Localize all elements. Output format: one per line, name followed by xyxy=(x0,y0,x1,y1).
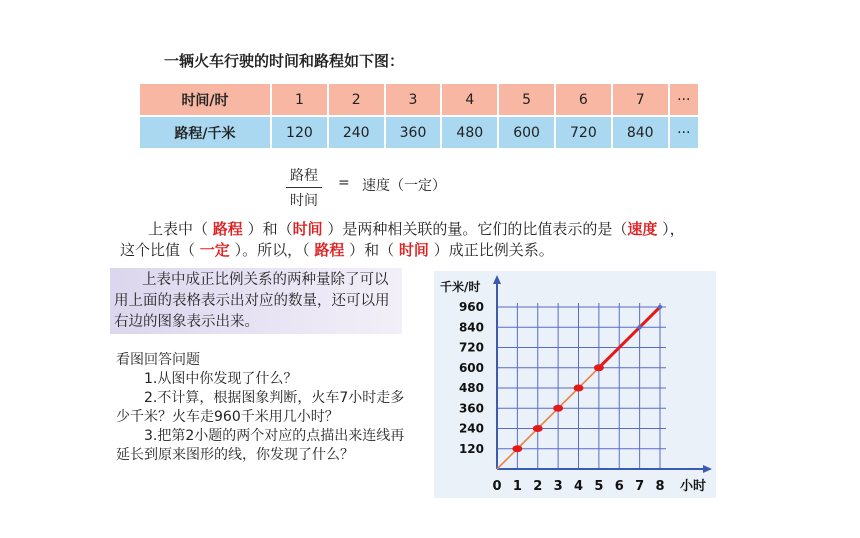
y-tick-label: 720 xyxy=(458,340,484,355)
questions xyxy=(116,351,406,465)
formula-result: 速度（一定） xyxy=(362,178,446,194)
y-tick-label: 600 xyxy=(458,360,484,375)
x-tick-label: 1 xyxy=(512,479,522,494)
data-point xyxy=(512,445,522,452)
table-cell: ··· xyxy=(669,83,699,116)
text: ）成正比例关系。 xyxy=(428,241,554,259)
table-cell: 5 xyxy=(498,83,555,116)
table-cell: 3 xyxy=(385,83,442,116)
answer-text: 一定 xyxy=(199,241,230,259)
table-cell: 路程/千米 xyxy=(139,116,271,149)
text: ）和（ xyxy=(344,241,399,259)
x-tick-label: 4 xyxy=(573,479,584,494)
table-cell: 时间/时 xyxy=(139,83,271,116)
question-1: 1.从图中你发现了什么？ xyxy=(144,371,298,387)
x-tick-label: 3 xyxy=(553,479,563,494)
data-point xyxy=(533,425,543,432)
formula-denominator: 时间 xyxy=(290,193,318,209)
text: ）是两种相关联的量。它们的比值表示的是（ xyxy=(322,220,628,238)
table-cell: 840 xyxy=(612,116,669,149)
y-tick-label: 240 xyxy=(458,421,484,436)
distance-time-chart xyxy=(434,271,716,498)
table-cell: ··· xyxy=(669,116,699,149)
text: 上表中（ xyxy=(148,220,213,238)
answer-text: 路程 xyxy=(314,241,345,259)
question-2 xyxy=(116,389,406,427)
x-tick-label: 6 xyxy=(614,479,624,494)
questions-heading: 看图回答问题 xyxy=(116,352,200,368)
x-tick-label: 5 xyxy=(594,479,604,494)
page-title: 一辆火车行驶的时间和路程如下图： xyxy=(164,52,405,70)
table-cell: 1 xyxy=(271,83,328,116)
x-tick-label: 2 xyxy=(533,479,543,494)
text: ）， xyxy=(657,220,685,238)
note-text: 上表中成正比例关系的两种量除了可以用上面的表格表示出对应的数量，还可以用右边的图象表示出来。 xyxy=(114,272,390,330)
formula-equals: = xyxy=(338,175,350,191)
table-cell: 120 xyxy=(271,116,328,149)
table-cell: 4 xyxy=(441,83,498,116)
table-cell: 600 xyxy=(498,116,555,149)
x-tick-label: 8 xyxy=(655,479,665,494)
data-point xyxy=(574,385,584,392)
question-3-text: 3.把第2小题的两个对应的点描出来连线再延长到原来图形的线，你发现了什么？ xyxy=(116,428,405,463)
x-tick-label: 0 xyxy=(492,479,502,494)
y-tick-label: 840 xyxy=(458,320,484,335)
table-cell: 6 xyxy=(555,83,612,116)
y-tick-label: 960 xyxy=(458,300,484,314)
answer-text: 时间 xyxy=(398,241,429,259)
data-point-small xyxy=(658,305,662,309)
table-cell: 360 xyxy=(385,116,442,149)
text: ）和（ xyxy=(242,220,293,238)
x-tick-label: 7 xyxy=(635,479,645,494)
table-cell: 720 xyxy=(555,116,612,149)
y-axis-label: 千米/时 xyxy=(440,280,481,294)
explanation-paragraph xyxy=(120,219,760,261)
data-point xyxy=(553,405,563,412)
table-cell: 7 xyxy=(612,83,669,116)
table-cell: 2 xyxy=(328,83,385,116)
y-tick-label: 360 xyxy=(458,401,484,416)
table-row-time xyxy=(139,83,699,116)
data-point-small xyxy=(637,325,641,329)
note-box xyxy=(110,268,402,334)
answer-text: 路程 xyxy=(212,220,243,238)
text: 这个比值（ xyxy=(120,241,200,259)
formula-numerator: 路程 xyxy=(286,165,322,188)
question-3 xyxy=(116,427,406,465)
table-cell: 240 xyxy=(328,116,385,149)
y-tick-label: 480 xyxy=(458,381,484,395)
data-table xyxy=(138,82,700,150)
text: ）。所以，（ xyxy=(229,241,315,259)
answer-text: 时间 xyxy=(292,220,323,238)
table-row-distance xyxy=(139,116,699,149)
formula-fraction xyxy=(286,165,322,210)
x-axis-label: 小时 xyxy=(680,479,707,494)
answer-text: 速度 xyxy=(627,220,658,238)
data-point xyxy=(594,364,604,371)
question-2-text: 2.不计算，根据图象判断，火车7小时走多少千米？火车走960千米用几小时？ xyxy=(116,390,405,425)
y-tick-label: 120 xyxy=(458,441,484,456)
table-cell: 480 xyxy=(441,116,498,149)
